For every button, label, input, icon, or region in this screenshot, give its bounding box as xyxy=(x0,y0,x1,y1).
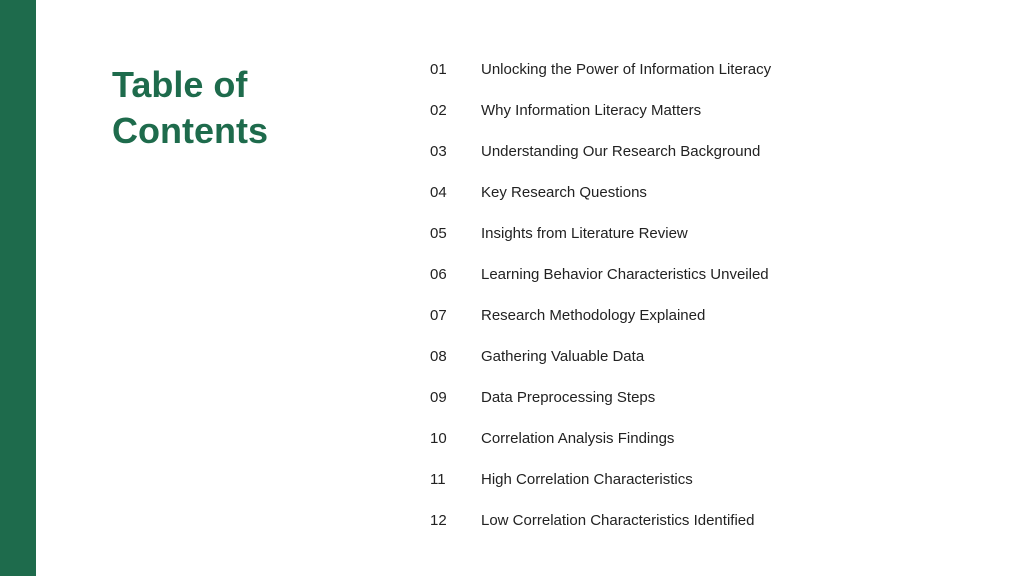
toc-number: 11 xyxy=(430,471,446,488)
toc-item-07[interactable] xyxy=(430,295,990,336)
toc-item-01[interactable] xyxy=(430,49,990,90)
toc-item-08[interactable] xyxy=(430,336,990,377)
toc-item-04[interactable] xyxy=(430,172,990,213)
toc-number: 02 xyxy=(430,102,447,119)
accent-sidebar-bar xyxy=(0,0,36,576)
table-of-contents-list xyxy=(430,49,990,541)
page-title-line-2: Contents xyxy=(112,110,268,151)
toc-item-12[interactable] xyxy=(430,500,990,541)
toc-label: Gathering Valuable Data xyxy=(481,348,645,365)
toc-label: Research Methodology Explained xyxy=(481,307,706,324)
toc-label: Learning Behavior Characteristics Unveiled xyxy=(481,266,769,283)
toc-label: Data Preprocessing Steps xyxy=(481,389,656,406)
toc-number: 10 xyxy=(430,430,447,447)
page-title-line-1: Table of xyxy=(112,64,248,105)
toc-label: Understanding Our Research Background xyxy=(481,143,761,160)
toc-item-09[interactable] xyxy=(430,377,990,418)
toc-number: 04 xyxy=(430,184,447,201)
toc-number: 01 xyxy=(430,61,447,78)
toc-number: 08 xyxy=(430,348,447,365)
toc-item-06[interactable] xyxy=(430,254,990,295)
toc-label: Unlocking the Power of Information Literacy xyxy=(481,61,772,78)
toc-item-03[interactable] xyxy=(430,131,990,172)
page-title xyxy=(112,62,372,154)
toc-label: Low Correlation Characteristics Identified xyxy=(481,512,755,529)
toc-number: 05 xyxy=(430,225,447,242)
toc-item-05[interactable] xyxy=(430,213,990,254)
toc-item-02[interactable] xyxy=(430,90,990,131)
toc-number: 06 xyxy=(430,266,447,283)
toc-item-10[interactable] xyxy=(430,418,990,459)
toc-number: 12 xyxy=(430,512,447,529)
toc-label: Insights from Literature Review xyxy=(481,225,688,242)
toc-label: Key Research Questions xyxy=(481,184,647,201)
toc-item-11[interactable] xyxy=(430,459,990,500)
toc-number: 03 xyxy=(430,143,447,160)
toc-label: High Correlation Characteristics xyxy=(481,471,693,488)
toc-number: 09 xyxy=(430,389,447,406)
toc-label: Why Information Literacy Matters xyxy=(481,102,702,119)
toc-label: Correlation Analysis Findings xyxy=(481,430,675,447)
toc-number: 07 xyxy=(430,307,447,324)
